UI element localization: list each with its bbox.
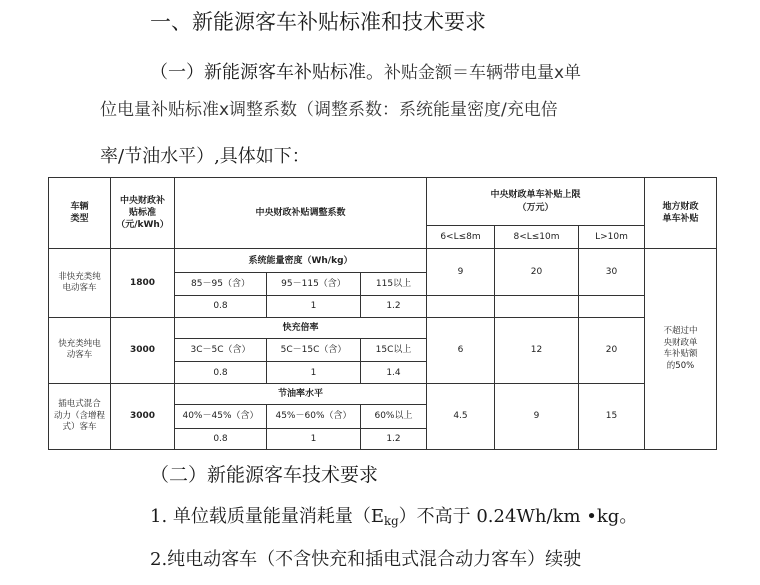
section2-item2: 2.纯电动客车（不含快充和插电式混合动力客车）续驶 [150, 549, 582, 570]
row2-cap-a: 6 [427, 317, 495, 383]
row1-cap-filler-c [579, 296, 645, 317]
row1-cap-c: 30 [579, 249, 645, 296]
row3-range-c: 60%以上 [361, 405, 427, 428]
row2-vehicle-type: 快充类纯电 动客车 [49, 317, 111, 383]
row1-range-b: 95－115（含） [267, 272, 361, 295]
item1-subscript: kg [384, 513, 399, 528]
header-adjust-coefficient: 中央财政补贴调整系数 [175, 178, 427, 249]
row2-metric-title: 快充倍率 [175, 317, 427, 338]
row1-range-c: 115以上 [361, 272, 427, 295]
cap-col-6-8m: 6<L≤8m [427, 226, 495, 249]
cap-col-8-10m: 8<L≤10m [495, 226, 579, 249]
row2-cap-c: 20 [579, 317, 645, 383]
row3-coef-a: 0.8 [175, 428, 267, 449]
section1-formula: 补贴金额＝车辆带电量x单 [384, 63, 582, 83]
row2-range-c: 15C以上 [361, 339, 427, 362]
row3-cap-a: 4.5 [427, 383, 495, 449]
header-vehicle-type: 车辆 类型 [49, 178, 111, 249]
row1-cap-filler-a [427, 296, 495, 317]
row1-metric-title: 系统能量密度（Wh/kg） [175, 249, 427, 272]
section1-title: （一）新能源客车补贴标准。 [150, 62, 384, 83]
row1-cap-filler-b [495, 296, 579, 317]
row1-cap-a: 9 [427, 249, 495, 296]
row1-coef-c: 1.2 [361, 296, 427, 317]
row2-standard: 3000 [111, 317, 175, 383]
row3-vehicle-type: 插电式混合 动力（含增程 式）客车 [49, 383, 111, 449]
row3-cap-c: 15 [579, 383, 645, 449]
row2-coef-b: 1 [267, 362, 361, 383]
header-subsidy-cap: 中央财政单车补贴上限 （万元） [427, 178, 645, 226]
row3-range-a: 40%－45%（含） [175, 405, 267, 428]
section2-item1 [150, 502, 637, 528]
section2-title: （二）新能源客车技术要求 [150, 464, 379, 486]
header-local-subsidy: 地方财政 单车补贴 [645, 178, 717, 249]
section1-line3: 率/节油水平）,具体如下： [100, 146, 310, 167]
row1-standard: 1800 [111, 249, 175, 317]
row3-cap-b: 9 [495, 383, 579, 449]
subsidy-table [48, 177, 717, 450]
row3-range-b: 45%－60%（含） [267, 405, 361, 428]
row2-range-a: 3C－5C（含） [175, 339, 267, 362]
header-central-standard: 中央财政补 贴标准 （元/kWh） [111, 178, 175, 249]
row1-range-a: 85－95（含） [175, 272, 267, 295]
row1-coef-b: 1 [267, 296, 361, 317]
item1-suffix: ）不高于 0.24Wh/km •kg。 [398, 506, 638, 527]
row3-metric-title: 节油率水平 [175, 383, 427, 404]
row2-range-b: 5C－15C（含） [267, 339, 361, 362]
cap-col-over-10m: L>10m [579, 226, 645, 249]
section1-line2: 位电量补贴标准x调整系数（调整系数：系统能量密度/充电倍 [100, 100, 558, 120]
row3-coef-c: 1.2 [361, 428, 427, 449]
item1-prefix: 1. 单位载质量能量消耗量（E [150, 506, 385, 527]
row1-coef-a: 0.8 [175, 296, 267, 317]
row2-cap-b: 12 [495, 317, 579, 383]
page-heading: 一、新能源客车补贴标准和技术要求 [150, 10, 486, 34]
row3-standard: 3000 [111, 383, 175, 449]
section1-line1 [150, 58, 581, 84]
row2-coef-a: 0.8 [175, 362, 267, 383]
row2-coef-c: 1.4 [361, 362, 427, 383]
row3-coef-b: 1 [267, 428, 361, 449]
local-subsidy-note: 不超过中 央财政单 车补贴额 的50% [645, 249, 717, 450]
row1-cap-b: 20 [495, 249, 579, 296]
row1-vehicle-type: 非快充类纯 电动客车 [49, 249, 111, 317]
